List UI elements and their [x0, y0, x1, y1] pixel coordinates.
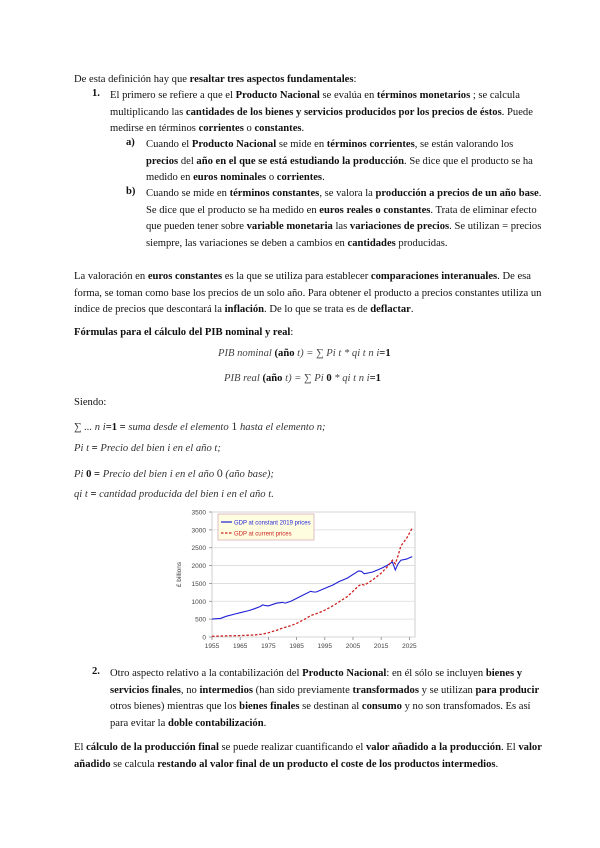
text: qi t	[74, 489, 91, 500]
item-1-paragraph	[110, 88, 540, 138]
text: suma desde el elemento	[128, 422, 232, 433]
text: t	[297, 348, 301, 359]
bold-text: términos monetarios	[376, 90, 471, 101]
bold-text: variaciones de precios	[349, 221, 450, 232]
text: .	[301, 123, 305, 134]
bold-text: Producto Nacional	[235, 90, 320, 101]
siendo-label: Siendo:	[74, 397, 107, 408]
text: 0 =	[86, 469, 103, 480]
item-2-paragraph	[110, 666, 542, 732]
bold-text: doble contabilización	[167, 717, 264, 729]
x-tick-label: 2025	[402, 643, 417, 650]
bold-text: inflación	[224, 304, 265, 315]
gdp-chart	[168, 505, 424, 655]
y-tick-label: 1000	[191, 598, 206, 606]
x-tick-label: 2015	[373, 643, 389, 650]
y-tick-label: 1500	[191, 580, 206, 588]
text: se puede realizar cuantificando el	[218, 742, 366, 753]
text: , se valora la	[319, 188, 376, 199]
bold-text: comparaciones interanuales	[370, 271, 498, 282]
x-tick-label: 2005	[345, 643, 361, 650]
formulas-heading	[74, 325, 544, 342]
text: ) = ∑ Pi	[288, 373, 327, 384]
text: es la que se utiliza para establecer	[222, 271, 371, 282]
text: . Se utilizan = precios siempre, las variaciones se deben a cambios en	[146, 221, 542, 249]
final-paragraph	[74, 740, 544, 773]
text: =	[91, 443, 101, 454]
text: cantidad producida del bien i en el año t.	[99, 489, 274, 500]
text: El primero se refiere a que el	[110, 90, 236, 101]
valoracion-paragraph	[74, 269, 544, 319]
intro-bold: resaltar tres aspectos fundamentales	[189, 74, 354, 85]
definition-pit	[74, 443, 221, 454]
y-tick-label: 3500	[191, 509, 206, 517]
intro-text: De esta definición hay que	[74, 74, 190, 85]
text: Precio del bien i en el año	[102, 469, 217, 480]
bold-text: cantidades de los bienes y servicios producidos por los precios de éstos	[185, 106, 502, 118]
text: . Se dice que el producto se ha medido en	[146, 155, 533, 183]
bold-text: restando al valor final de un producto el coste de los productos intermedios	[157, 758, 496, 770]
bold-text: precios	[146, 155, 179, 167]
text: año	[265, 373, 286, 384]
bold-text: Producto Nacional	[302, 668, 387, 679]
text: Cuando se mide en	[146, 188, 230, 199]
heading-text: Fórmulas para el cálculo del PIB nominal y real	[74, 327, 291, 338]
bold-text: producción a precios de un año base	[375, 188, 539, 199]
legend-label: GDP at constant 2019 prices	[234, 520, 311, 527]
text: las	[332, 221, 350, 232]
text: . El	[500, 742, 519, 753]
intro-paragraph	[74, 72, 544, 89]
bold-text: Producto Nacional	[191, 139, 277, 150]
text: ∑ ... n i	[74, 422, 106, 433]
text: .	[495, 758, 499, 770]
formula-pib-real	[224, 373, 381, 384]
text: se evalúa en	[319, 90, 377, 101]
bold-text: términos constantes	[229, 188, 320, 199]
bold-text: cálculo de la producción final	[86, 742, 219, 753]
text: =1	[379, 348, 391, 359]
text: .	[410, 304, 414, 315]
bold-text: constantes	[254, 123, 302, 134]
text: .	[322, 172, 325, 183]
intro-colon: :	[353, 74, 357, 85]
text: , no	[180, 684, 200, 696]
text: o	[266, 172, 277, 183]
y-tick-label: 2000	[191, 563, 206, 571]
bold-text: cantidades	[347, 237, 396, 249]
y-tick-label: 0	[202, 634, 206, 642]
text: (año base);	[222, 469, 274, 480]
list-label-a: a)	[126, 137, 135, 148]
list-number-2: 2.	[92, 666, 100, 677]
text: :	[290, 327, 294, 338]
text: , se están valorando los	[414, 139, 514, 150]
gdp-line-chart	[168, 505, 424, 655]
text: PIB real	[224, 373, 263, 384]
x-tick-label: 1965	[232, 643, 248, 650]
text: Pi t	[74, 443, 92, 454]
text: Otro aspecto relativo a la contabilización del	[110, 668, 303, 679]
x-tick-label: 1985	[289, 643, 304, 650]
definition-qit	[74, 489, 274, 500]
text: producidas.	[395, 237, 448, 249]
bold-text: valor añadido a la producción	[365, 742, 501, 753]
bold-text: valor añadido	[74, 742, 542, 770]
y-axis-label: £ billions	[176, 561, 183, 588]
bold-text: euros reales o constantes	[319, 204, 431, 216]
definition-pi0	[74, 466, 274, 481]
bold-text: euros constantes	[147, 271, 223, 282]
legend-label: GDP at current prices	[234, 531, 292, 538]
formula-pib-nominal	[218, 348, 391, 359]
text: .	[263, 717, 267, 729]
text: : en él sólo se incluyen	[386, 668, 486, 679]
y-tick-label: 2500	[191, 545, 206, 553]
bold-text: consumo	[361, 701, 402, 712]
bold-text: corrientes	[198, 123, 244, 134]
y-tick-label: 3000	[191, 527, 206, 535]
text: ; se calcula multiplicando las	[110, 90, 520, 118]
text: t	[285, 373, 289, 384]
text: PIB nominal	[218, 348, 275, 359]
text: y se utilizan	[418, 684, 476, 696]
text: . Trata de eliminar efecto que pueden tener sobre	[146, 204, 537, 232]
list-label-b: b)	[126, 186, 136, 197]
text: El	[74, 742, 87, 753]
bold-text: año en el que se está estudiando la producción	[196, 155, 405, 167]
item-b-paragraph	[146, 186, 542, 252]
text: año	[278, 348, 298, 359]
x-tick-label: 1995	[317, 643, 333, 650]
bold-text: deflactar	[370, 304, 411, 315]
text: 0	[326, 373, 332, 384]
text: =1	[369, 373, 381, 384]
bold-text: intermedios	[199, 684, 254, 696]
bold-text: bienes finales	[239, 701, 300, 712]
text: (	[274, 348, 279, 359]
y-tick-label: 500	[195, 616, 206, 624]
text: (	[262, 373, 266, 384]
text: se destinan al	[299, 701, 362, 712]
bold-text: variable monetaria	[246, 221, 333, 232]
bold-text: transformados	[352, 684, 419, 696]
text: . Puede medirse en términos	[110, 106, 533, 134]
bold-text: euros nominales	[193, 172, 267, 183]
text: . Se dice que el producto se ha medido en	[146, 188, 542, 216]
definition-sum	[74, 419, 326, 434]
text: . De esa forma, se toman como base los precios de un solo año. Para obtener el producto a precios constantes utiliza un índice de precios que descontará la	[74, 271, 542, 315]
text: o	[243, 123, 255, 134]
bold-text: para producir	[475, 684, 540, 696]
list-number-1: 1.	[92, 88, 100, 99]
x-tick-label: 1955	[204, 643, 220, 650]
bold-text: términos corrientes	[326, 139, 415, 150]
text: . De lo que se trata es de	[264, 304, 371, 315]
text: hasta el elemento n;	[237, 422, 326, 433]
bold-text: corrientes	[276, 172, 323, 183]
text: =1 =	[105, 422, 129, 433]
text: La valoración en	[74, 271, 148, 282]
bold-text: bienes y servicios finales	[110, 668, 523, 696]
text: se calcula	[110, 758, 158, 770]
text: ) = ∑ Pi t * qi t n i	[300, 348, 380, 359]
text: Pi	[74, 469, 87, 480]
text: * qi t n i	[331, 373, 370, 384]
item-a-paragraph	[146, 137, 542, 187]
text: y no son transfomados. Es así para evitar la	[110, 701, 531, 729]
text: del	[178, 155, 197, 167]
text: =	[90, 489, 100, 500]
text: 1	[231, 419, 238, 433]
text: se mide en	[276, 139, 327, 150]
text: Precio del bien i en el año t;	[100, 443, 221, 454]
text: 0	[216, 466, 223, 480]
text: otros bienes) mientras que los	[110, 701, 240, 712]
text: (han sido previamente	[253, 684, 353, 696]
x-tick-label: 1975	[261, 643, 276, 650]
text: Cuando el	[146, 139, 192, 150]
